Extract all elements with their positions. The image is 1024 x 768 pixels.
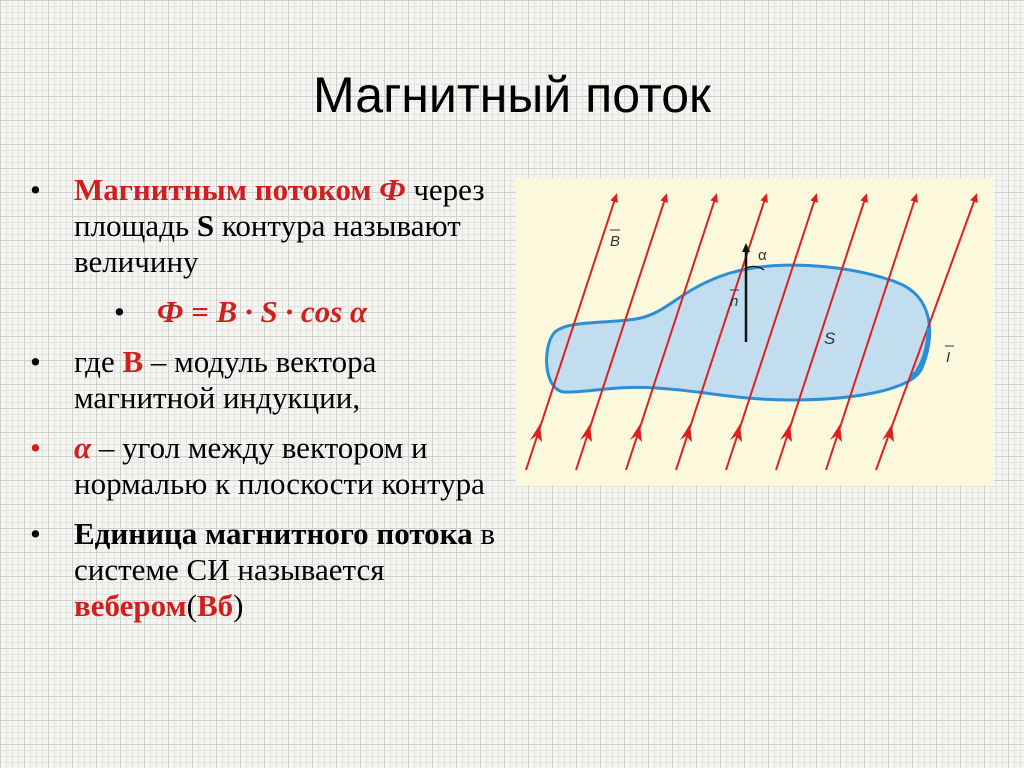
bullet-alpha-definition — [30, 430, 510, 502]
diagram-svg — [516, 178, 994, 486]
flux-formula: Ф = B · S · cos α — [157, 294, 368, 329]
label-n: n — [730, 293, 739, 310]
field-arrows — [530, 424, 894, 442]
text-si-system: в системе СИ называется — [74, 516, 495, 587]
unit-wb: Вб — [196, 588, 234, 623]
contour-loop — [547, 265, 930, 400]
bullet-marker: • — [30, 516, 41, 551]
text-alpha-definition: – угол между вектором и нормалью к плоскости контура — [74, 430, 485, 501]
label-i: I — [946, 349, 951, 366]
symbol-alpha: α — [74, 430, 92, 465]
bullet-formula — [30, 294, 510, 330]
label-b: B — [610, 233, 621, 250]
magnetic-flux-diagram — [516, 178, 994, 486]
paren-close: ) — [233, 588, 244, 623]
bullet-b-definition — [30, 344, 510, 416]
text-where: где — [74, 344, 115, 379]
bullet-definition — [30, 172, 510, 280]
bullet-marker: • — [30, 344, 41, 379]
term-magnetic-flux: Магнитным потоком — [74, 172, 372, 207]
term-weber: вебером — [74, 588, 187, 623]
label-s: S — [824, 329, 836, 348]
label-alpha: α — [758, 247, 767, 264]
bullet-unit — [30, 516, 510, 624]
symbol-phi: Ф — [379, 172, 406, 207]
text-unit-heading: Единица магнитного потока — [74, 516, 473, 551]
bullet-marker: • — [30, 172, 41, 207]
slide-title: Магнитный поток — [313, 67, 711, 123]
symbol-b: B — [122, 344, 144, 379]
symbol-s: S — [196, 208, 215, 243]
text-contour-called: контура называют величину — [74, 208, 461, 279]
paren-open: ( — [186, 588, 197, 623]
text-b-definition: – модуль вектора магнитной индукции, — [74, 344, 377, 415]
bullet-marker: • — [30, 430, 41, 465]
text-through-area: через площадь — [74, 172, 485, 243]
bullet-marker: • — [114, 294, 125, 329]
bullet-list — [30, 172, 510, 638]
